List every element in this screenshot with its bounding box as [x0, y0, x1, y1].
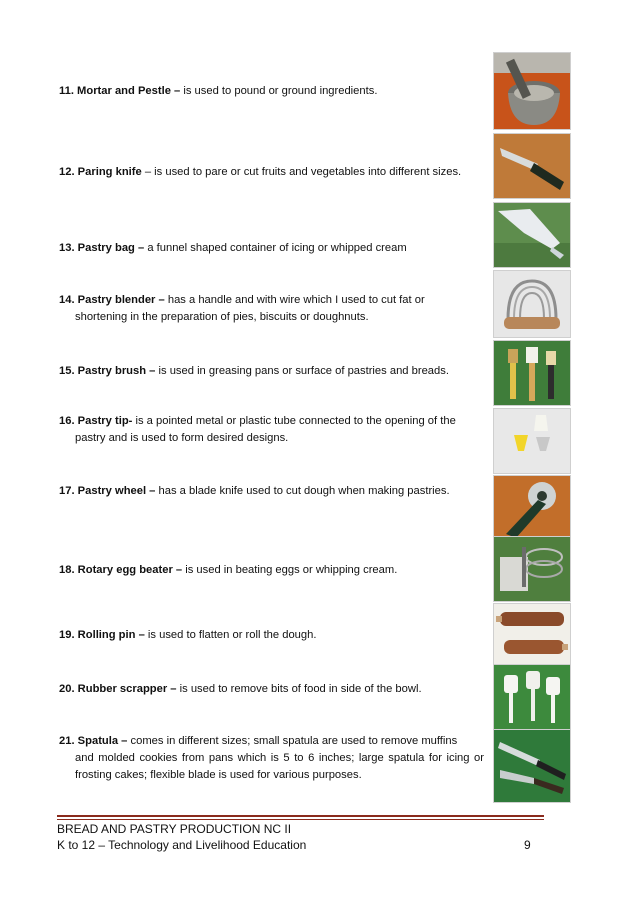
- entry-term: Pastry brush –: [77, 365, 156, 377]
- entry-number: 12.: [59, 166, 75, 178]
- entry-term: Rubber scrapper –: [77, 683, 177, 695]
- entry-number: 13.: [59, 242, 75, 254]
- entry-number: 20.: [59, 683, 75, 695]
- entry-description: is used in greasing pans or surface of pastries and breads.: [155, 365, 449, 377]
- entry-term: Pastry bag –: [77, 242, 145, 254]
- entry-term: Rotary egg beater –: [77, 564, 183, 576]
- entry-description: is used to pound or ground ingredients.: [180, 85, 378, 97]
- paring-knife-photo: [493, 133, 571, 199]
- entry-description: a funnel shaped container of icing or whipped cream: [144, 242, 407, 254]
- footer-rule-thin: [57, 819, 544, 820]
- entry-description: comes in different sizes; small spatula are used to remove muffins: [127, 735, 458, 747]
- egg-beater-photo: [493, 536, 571, 602]
- entry-pastry-bag: [59, 240, 484, 257]
- pastry-tip-photo: [493, 408, 571, 474]
- spatula-photo: [493, 729, 571, 803]
- entry-number: 21.: [59, 735, 75, 747]
- entry-number: 17.: [59, 485, 75, 497]
- entry-description: is used to flatten or roll the dough.: [144, 629, 317, 641]
- entry-term: Paring knife: [77, 166, 142, 178]
- entry-pastry-blender: [59, 292, 484, 326]
- mortar-pestle-photo: [493, 52, 571, 130]
- entry-description-continued: shortening in the preparation of pies, biscuits or doughnuts.: [75, 311, 369, 323]
- entry-term: Spatula –: [77, 735, 128, 747]
- rolling-pin-photo: [493, 603, 571, 669]
- entry-term: Pastry blender –: [77, 294, 165, 306]
- pastry-wheel-photo: [493, 475, 571, 541]
- rubber-scraper-photo: [493, 664, 571, 730]
- entry-description: is used in beating eggs or whipping cream.: [182, 564, 398, 576]
- pastry-brush-photo: [493, 340, 571, 406]
- pastry-bag-photo: [493, 202, 571, 268]
- entry-term: Pastry tip-: [77, 415, 133, 427]
- entry-description: is used to remove bits of food in side of the bowl.: [176, 683, 422, 695]
- entry-rolling-pin: [59, 627, 484, 644]
- entry-description: has a handle and with wire which I used to cut fat or: [164, 294, 425, 306]
- entry-description-continued: and molded cookies from pans which is 5 to 6 inches; large spatula for icing or frosting cakes; flexible blade is used for various purposes.: [75, 752, 484, 781]
- entry-number: 16.: [59, 415, 75, 427]
- footer-course-title: BREAD AND PASTRY PRODUCTION NC II: [57, 822, 292, 836]
- pastry-blender-photo: [493, 270, 571, 338]
- entry-paring-knife: [59, 164, 484, 181]
- entry-rotary-egg-beater: [59, 562, 484, 579]
- entry-rubber-scrapper: [59, 681, 484, 698]
- entry-term: Pastry wheel –: [77, 485, 156, 497]
- entry-description: is a pointed metal or plastic tube connected to the opening of the: [132, 415, 456, 427]
- entry-description-continued: pastry and is used to form desired designs.: [75, 432, 289, 444]
- entry-number: 15.: [59, 365, 75, 377]
- entry-number: 14.: [59, 294, 75, 306]
- entry-term: Rolling pin –: [77, 629, 145, 641]
- entry-term: Mortar and Pestle –: [77, 85, 181, 97]
- entry-number: 19.: [59, 629, 75, 641]
- entry-number: 11.: [59, 85, 74, 97]
- entry-pastry-tip: [59, 413, 484, 447]
- entry-pastry-brush: [59, 363, 484, 380]
- entry-pastry-wheel: [59, 483, 484, 500]
- footer-subtitle: K to 12 – Technology and Livelihood Education: [57, 838, 307, 852]
- page-number: 9: [524, 838, 531, 852]
- footer-rule-thick: [57, 815, 544, 817]
- entry-number: 18.: [59, 564, 75, 576]
- entry-description: has a blade knife used to cut dough when making pastries.: [155, 485, 450, 497]
- entry-description: – is used to pare or cut fruits and vegetables into different sizes.: [141, 166, 462, 178]
- entry-spatula: [59, 733, 484, 784]
- entry-mortar-and-pestle: [59, 83, 484, 100]
